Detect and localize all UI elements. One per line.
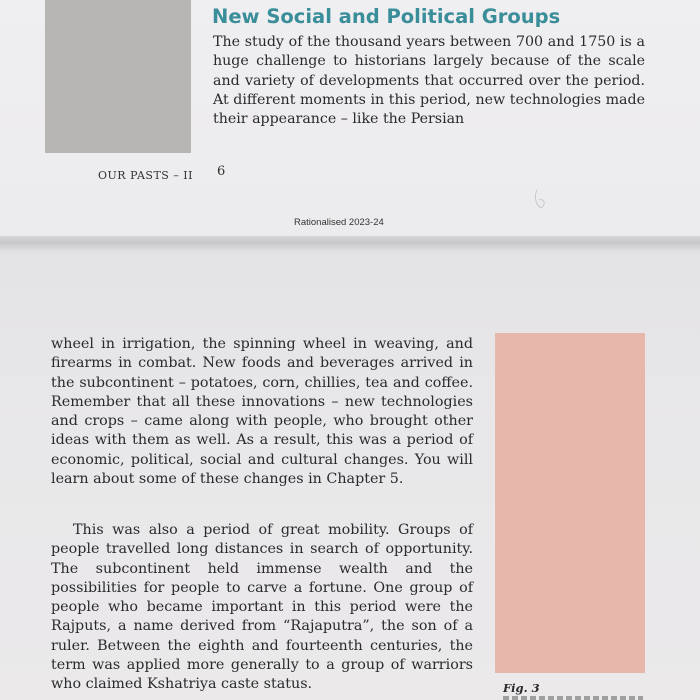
- book-footer-label: OUR PASTS – II: [98, 169, 193, 182]
- paragraph-2-text: This was also a period of great mobility. Groups of people travelled long distances in search of opportunity. The subcontinent held immense wealth and the possibilities for people to carve a fortune. One group of people who became important in this period were the Rajputs, a name derived from “Rajaputra”, the son of a ruler. Between the eighth and fourteenth centuries, the term was applied more generally to a group of warriors who claimed Kshatriya caste status.: [51, 522, 473, 693]
- figure-label: Fig. 3: [503, 681, 540, 695]
- top-figure-image: [45, 0, 191, 153]
- side-figure-image: [495, 333, 645, 673]
- rationalised-note: Rationalised 2023-24: [294, 217, 384, 228]
- page-number: 6: [217, 164, 226, 179]
- section-heading: New Social and Political Groups: [212, 5, 561, 28]
- pencil-mark-icon: [532, 188, 548, 210]
- paragraph-1-text: wheel in irrigation, the spinning wheel in weaving, and firearms in combat. New foods and beverages arrived in the subcontinent – potatoes, corn, chillies, tea and coffee. Remember that all these innovations – new technologies and crops – came along with people, who brought other ideas with them as well. As a result, this was a period of economic, political, social and cultural changes. You will learn about some of these changes in Chapter 5.: [51, 336, 473, 488]
- top-paragraph: The study of the thousand years between 700 and 1750 is a huge challenge to historians largely because of the scale and variety of developments that occurred over the period. At different moments in this period, new technologies made their appearance – like the Persian: [213, 34, 645, 128]
- figure-caption-cutoff: [503, 696, 643, 700]
- body-paragraph-1: [51, 335, 473, 489]
- body-paragraph-2: [51, 521, 473, 695]
- page-gap: [0, 236, 700, 256]
